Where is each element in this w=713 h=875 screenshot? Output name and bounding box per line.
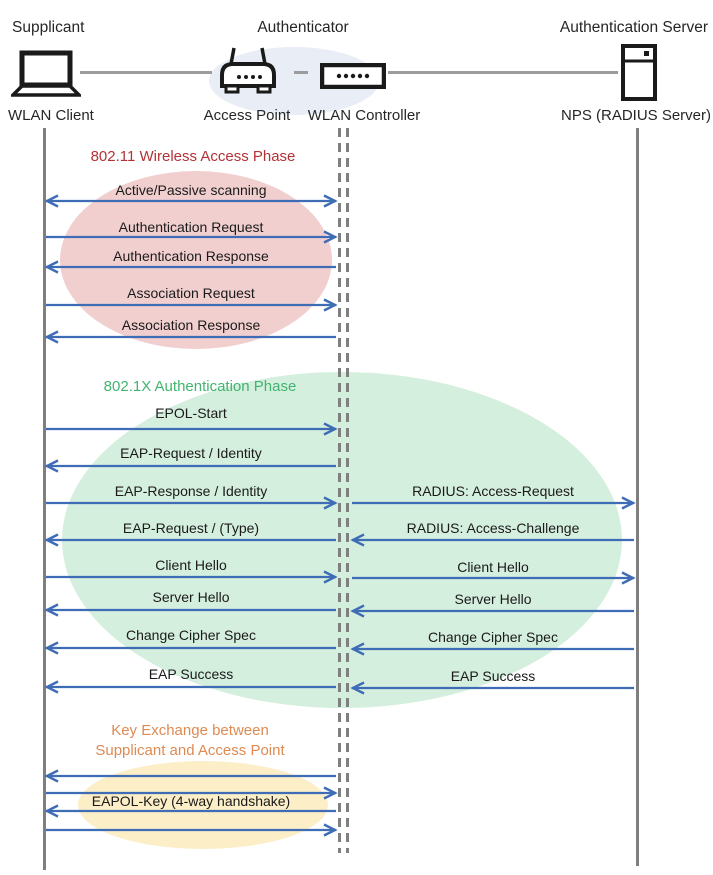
message-label: Change Cipher Spec [428,629,558,645]
message-label: EAP Success [148,666,234,682]
message-label: Server Hello [152,589,230,605]
message-label: EPOL-Start [155,405,227,421]
message-label: RADIUS: Access-Challenge [406,520,580,536]
message-arrow-left [45,769,337,783]
message-label: Authentication Response [113,248,269,264]
message-label: Association Request [127,285,255,301]
message-label: Change Cipher Spec [126,627,256,643]
role-label-authenticator: Authenticator [257,19,349,36]
server-icon [620,44,658,102]
message-label: Client Hello [155,557,227,573]
role-label-supplicant: Supplicant [12,19,85,36]
wireless-router-icon [215,46,281,94]
message-label: EAPOL-Key (4-way handshake) [91,793,291,809]
message-label: Server Hello [454,591,532,607]
message-arrow-right [45,422,337,436]
wlan-controller-lifeline-left [338,128,341,853]
message-arrow-right [45,823,337,837]
message-label: EAP-Request / (Type) [122,520,260,536]
message-label: Active/Passive scanning [115,182,267,198]
device-label-nps-radius-server: NPS (RADIUS Server) [560,107,712,124]
phase-title-key-exchange [50,721,330,760]
laptop-icon [11,50,81,98]
message-label: EAP-Response / Identity [114,483,268,499]
device-label-wlan-controller: WLAN Controller [307,107,421,124]
nps-lifeline [636,128,639,866]
phase-title-key-exchange-line2: Supplicant and Access Point [95,741,285,759]
role-label-authentication-server: Authentication Server [559,19,709,36]
message-label: Authentication Request [118,219,264,235]
phase-title-wireless-access: 802.11 Wireless Access Phase [90,148,296,165]
device-label-access-point: Access Point [203,107,291,124]
message-label: Association Response [121,317,261,333]
phase-title-authentication: 802.1X Authentication Phase [103,378,297,395]
phase-title-key-exchange-line1: Key Exchange between [111,722,269,739]
message-label: EAP-Request / Identity [120,445,262,461]
connector-controller-to-server [388,71,618,74]
wlan-controller-lifeline-right [346,128,349,853]
device-label-wlan-client: WLAN Client [8,107,94,124]
connector-ap-to-controller [294,71,308,74]
message-label: Client Hello [457,559,529,575]
connector-client-to-ap [80,71,212,74]
message-label: RADIUS: Access-Request [412,483,574,499]
message-label: EAP Success [450,668,536,684]
controller-box-icon [320,63,386,89]
